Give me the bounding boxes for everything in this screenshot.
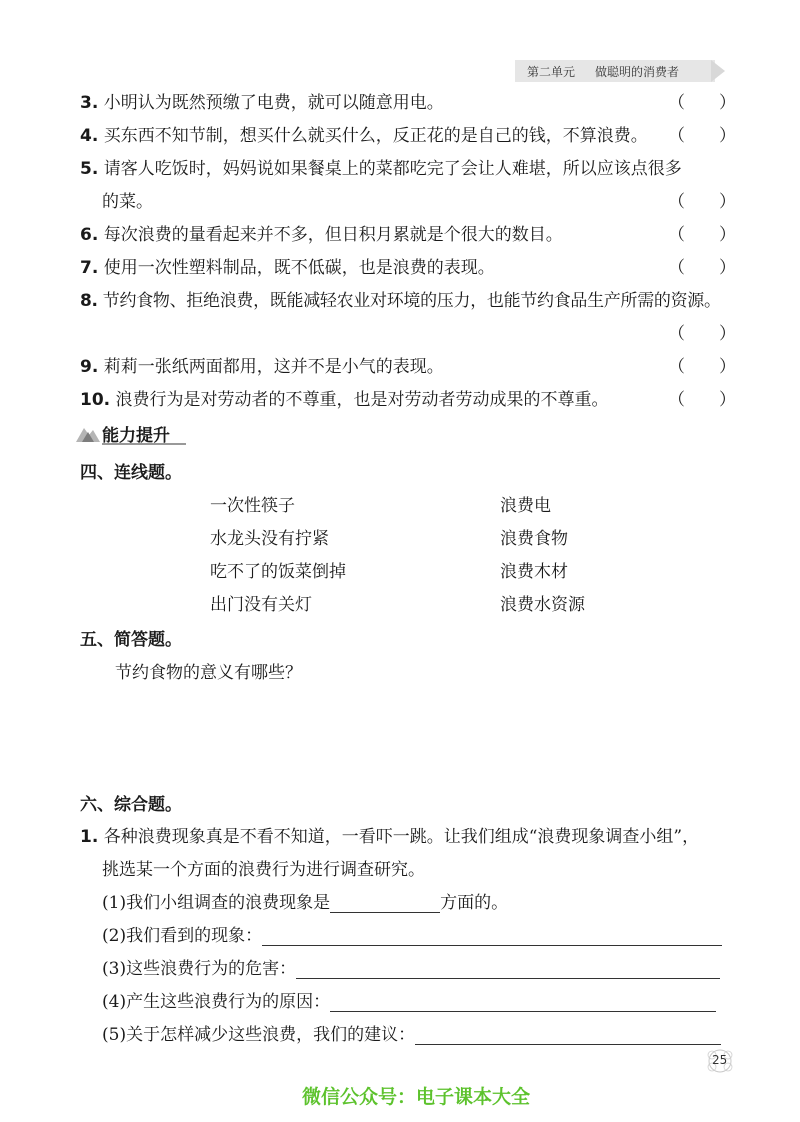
subquestion-2 xyxy=(102,921,722,946)
question-text: 买东西不知节制，想买什么就买什么，反正花的是自己的钱，不算浪费。 xyxy=(103,126,648,146)
subquestion-text: (3)这些浪费行为的危害： xyxy=(102,959,297,979)
match-left-item[interactable]: 一次性筷子 xyxy=(210,496,295,516)
subquestion-text: (1)我们小组调查的浪费现象是 xyxy=(102,893,331,913)
question-number: 8. xyxy=(80,291,98,311)
answer-paren[interactable]: （ ） xyxy=(668,357,736,377)
subquestion-4 xyxy=(102,987,716,1012)
subquestion-text: (5)关于怎样减少这些浪费，我们的建议： xyxy=(102,1025,416,1045)
fill-blank[interactable] xyxy=(262,927,722,946)
question-8 xyxy=(80,286,721,311)
question-text: 浪费行为是对劳动者的不尊重，也是对劳动者劳动成果的不尊重。 xyxy=(115,390,609,410)
answer-area[interactable] xyxy=(115,690,715,780)
header-unit: 第二单元 xyxy=(527,65,576,79)
subquestion-text: (2)我们看到的现象： xyxy=(102,926,263,946)
composite-question-1 xyxy=(80,822,699,847)
question-10 xyxy=(80,385,609,410)
subquestion-suffix: 方面的。 xyxy=(440,893,509,913)
mountain-icon xyxy=(76,422,100,444)
question-text: 节约食物、拒绝浪费，既能减轻农业对环境的压力，也能节约食品生产所需的资源。 xyxy=(102,291,721,311)
match-left-item[interactable]: 水龙头没有拧紧 xyxy=(210,529,329,549)
page-number-badge xyxy=(704,1047,736,1075)
question-5-continuation: 的菜。 xyxy=(102,192,153,212)
question-number: 6. xyxy=(80,225,99,245)
question-4 xyxy=(80,121,648,146)
question-number: 1. xyxy=(80,827,99,847)
question-number: 9. xyxy=(80,357,99,377)
subquestion-3 xyxy=(102,954,720,979)
ability-banner xyxy=(76,420,186,446)
answer-paren[interactable]: （ ） xyxy=(668,192,736,212)
question-text: 各种浪费现象真是不看不知道，一看吓一跳。让我们组成“浪费现象调查小组”， xyxy=(103,827,700,847)
question-7 xyxy=(80,253,495,278)
running-header xyxy=(515,60,725,82)
subquestion-5 xyxy=(102,1020,721,1045)
answer-paren[interactable]: （ ） xyxy=(668,225,736,245)
ability-title: 能力提升 xyxy=(102,426,170,446)
question-number: 3. xyxy=(80,93,99,113)
answer-paren[interactable]: （ ） xyxy=(668,390,736,410)
match-right-item[interactable]: 浪费食物 xyxy=(500,529,568,549)
subquestion-1 xyxy=(102,888,508,913)
fill-blank[interactable] xyxy=(330,993,716,1012)
section-4-title: 四、连线题。 xyxy=(80,463,182,483)
question-5 xyxy=(80,154,682,179)
section-6-title: 六、综合题。 xyxy=(80,795,182,815)
question-continuation: 挑选某一个方面的浪费行为进行调查研究。 xyxy=(102,860,425,880)
page-number: 25 xyxy=(712,1053,728,1067)
footer-watermark: 微信公众号：电子课本大全 xyxy=(302,1086,531,1108)
match-left-item[interactable]: 吃不了的饭菜倒掉 xyxy=(210,562,346,582)
question-text: 小明认为既然预缴了电费，就可以随意用电。 xyxy=(103,93,444,113)
question-number: 10. xyxy=(80,390,111,410)
short-answer-question: 节约食物的意义有哪些？ xyxy=(115,663,302,683)
match-right-item[interactable]: 浪费水资源 xyxy=(500,595,585,615)
question-9 xyxy=(80,352,444,377)
question-3 xyxy=(80,88,444,113)
section-5-title: 五、简答题。 xyxy=(80,630,182,650)
answer-paren[interactable]: （ ） xyxy=(668,258,736,278)
fill-blank[interactable] xyxy=(296,960,720,979)
question-text: 每次浪费的量看起来并不多，但日积月累就是个很大的数目。 xyxy=(103,225,563,245)
question-text: 莉莉一张纸两面都用，这并不是小气的表现。 xyxy=(103,357,444,377)
header-arrow xyxy=(711,60,725,82)
question-number: 5. xyxy=(80,159,99,179)
question-text: 请客人吃饭时，妈妈说如果餐桌上的菜都吃完了会让人难堪，所以应该点很多 xyxy=(103,159,682,179)
subquestion-text: (4)产生这些浪费行为的原因： xyxy=(102,992,331,1012)
question-number: 7. xyxy=(80,258,99,278)
answer-paren[interactable]: （ ） xyxy=(668,126,736,146)
header-title: 做聪明的消费者 xyxy=(595,65,680,79)
question-number: 4. xyxy=(80,126,99,146)
match-left-item[interactable]: 出门没有关灯 xyxy=(210,595,312,615)
answer-paren[interactable]: （ ） xyxy=(668,324,736,344)
question-6 xyxy=(80,220,563,245)
fill-blank[interactable] xyxy=(415,1026,721,1045)
answer-paren[interactable]: （ ） xyxy=(668,93,736,113)
match-right-item[interactable]: 浪费电 xyxy=(500,496,551,516)
fill-blank[interactable] xyxy=(330,894,440,913)
match-right-item[interactable]: 浪费木材 xyxy=(500,562,568,582)
question-text: 使用一次性塑料制品，既不低碳，也是浪费的表现。 xyxy=(103,258,495,278)
banner-underline xyxy=(102,443,186,445)
